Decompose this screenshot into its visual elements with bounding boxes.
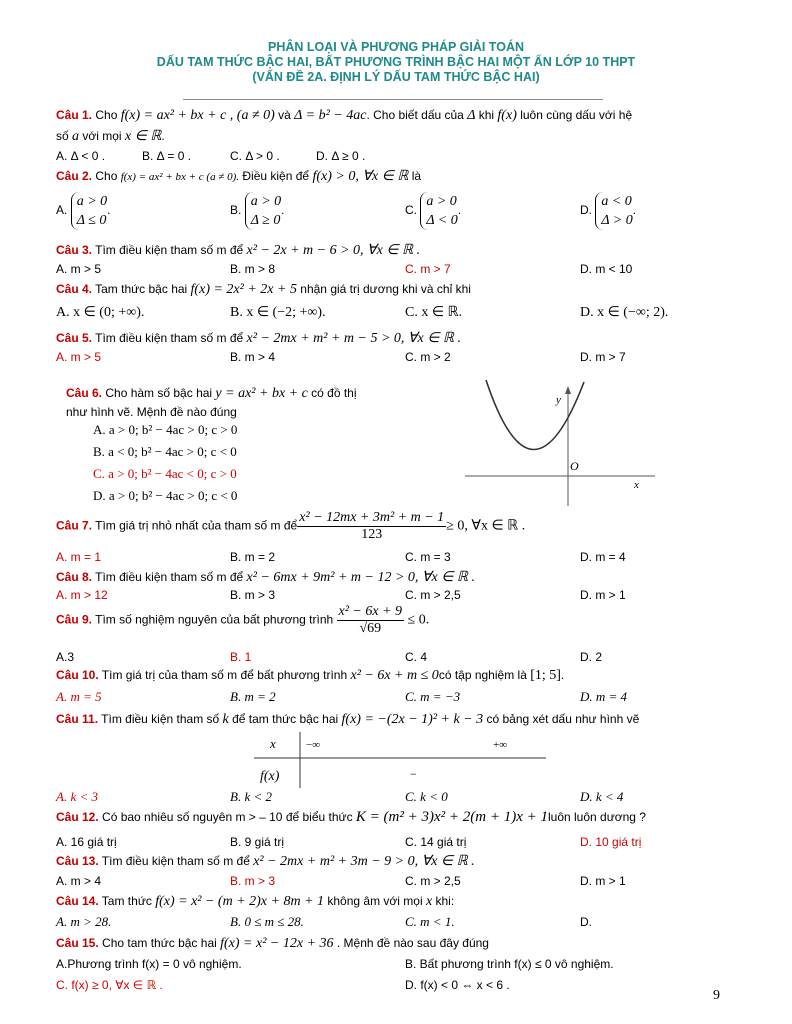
option-c: C. Δ > 0 .	[230, 149, 280, 163]
option-d: D. a > 0; b² − 4ac > 0; c < 0	[93, 488, 238, 503]
option-c: C. a > 0; b² − 4ac < 0; c > 0	[93, 466, 237, 481]
option-d: D. 10 giá trị	[580, 835, 642, 849]
question-label: Câu 3.	[56, 243, 93, 257]
question-label: Câu 13.	[56, 854, 99, 868]
question-6: Câu 6. Cho hàm số bậc hai y = ax² + bx + c có đồ thị	[66, 386, 357, 401]
page-number: 9	[713, 988, 720, 1003]
question-label: Câu 12.	[56, 810, 99, 824]
option-d: D. m > 7	[580, 350, 626, 364]
option-b: B. Δ = 0 .	[142, 149, 192, 163]
question-14: Câu 14. Tam thức f(x) = x² − (m + 2)x + 8m + 1 không âm với mọi x khi:	[56, 894, 455, 909]
option-a: A. m > 28.	[56, 914, 112, 929]
option-a: A. m > 5	[56, 350, 102, 364]
question-10: Câu 10. Tìm giá trị của tham số m để bất phương trình x² − 6x + m ≤ 0có tập nghiệm là [1; 5].	[56, 668, 565, 683]
option-b: B. k < 2	[230, 789, 272, 804]
option-b: B. x ∈ (−2; +∞).	[230, 305, 326, 320]
option-d: D. m = 4	[580, 689, 628, 704]
question-5: Câu 5. Tìm điều kiện tham số m để x² − 2mx + m² + m − 5 > 0, ∀x ∈ ℝ .	[56, 331, 461, 346]
option-d: D. m < 10	[580, 262, 633, 276]
option-a: A. m > 12	[56, 588, 108, 602]
option-b: B. a < 0; b² − 4ac > 0; c < 0	[93, 444, 237, 459]
option-d: D. 2	[580, 650, 603, 664]
option-a: A. k < 3	[56, 789, 98, 804]
x-axis-label: x	[634, 479, 639, 491]
option-b: B. 0 ≤ m ≤ 28.	[230, 914, 304, 929]
option-c: C. 14 giá trị	[405, 835, 467, 849]
question-label: Câu 6.	[66, 386, 103, 400]
question-13: Câu 13. Tìm điều kiện tham số m để x² − 2mx + m² + 3m − 9 > 0, ∀x ∈ ℝ .	[56, 854, 475, 869]
option-b: B. m = 2	[230, 550, 276, 564]
option-c: C. f(x) ≥ 0, ∀x ∈ ℝ .	[56, 978, 163, 992]
option-b: B. m > 3	[230, 588, 276, 602]
option-d: D. a < 0 Δ > 0.	[580, 194, 637, 228]
option-a: A. a > 0; b² − 4ac > 0; c > 0	[93, 422, 238, 437]
question-label: Câu 5.	[56, 331, 93, 345]
option-b: B. a > 0 Δ ≥ 0.	[230, 194, 285, 228]
option-c: C. m < 1.	[405, 914, 455, 929]
option-a: A. a > 0 Δ ≤ 0.	[56, 194, 111, 228]
option-d: D. f(x) < 0 ⇔ x < 6 .	[405, 978, 510, 992]
question-label: Câu 14.	[56, 894, 99, 908]
option-d: D. k < 4	[580, 789, 624, 804]
option-a: A. m > 5	[56, 262, 102, 276]
option-b: B. 9 giá trị	[230, 835, 285, 849]
option-a: A. 16 giá trị	[56, 835, 117, 849]
option-a: A. Δ < 0 .	[56, 149, 106, 163]
question-6-line-2: như hình vẽ. Mệnh đề nào đúng	[66, 405, 237, 419]
question-label: Câu 9.	[56, 612, 93, 627]
question-label: Câu 8.	[56, 570, 93, 584]
question-3: Câu 3. Tìm điều kiện tham số m để x² − 2x + m − 6 > 0, ∀x ∈ ℝ .	[56, 243, 421, 258]
question-7: Câu 7. Tìm giá trị nhỏ nhất của tham số m để $\frac{\text{x² − 12mx + 3m² + m − 1}}{123}$ ≥ 0, ∀x ∈ ℝ .	[56, 510, 526, 542]
header-title-2: DẤU TAM THỨC BẬC HAI, BẤT PHƯƠNG TRÌNH BẬC HAI MỘT ẨN LỚP 10 THPT	[156, 55, 636, 69]
question-8: Câu 8. Tìm điều kiện tham số m để x² − 6mx + 9m² + m − 12 > 0, ∀x ∈ ℝ .	[56, 570, 475, 585]
question-label: Câu 1.	[56, 108, 93, 122]
origin-label: O	[570, 459, 579, 473]
option-a: A. m = 5	[56, 689, 102, 704]
question-1: Câu 1. Cho f(x) = ax² + bx + c , (a ≠ 0) và Δ = b² − 4ac. Cho biết dấu của Δ khi f(x) luôn cùng dấu với hệ	[56, 108, 633, 123]
option-c: C. m > 2,5	[405, 588, 461, 602]
option-b: B. m > 3	[230, 874, 276, 888]
question-label: Câu 11.	[56, 712, 99, 726]
option-c: C. x ∈ ℝ.	[405, 305, 463, 320]
option-d: D. Δ ≥ 0 .	[316, 149, 366, 163]
question-label: Câu 7.	[56, 518, 93, 533]
option-b: B. m = 2	[230, 689, 276, 704]
document-header	[0, 40, 792, 85]
option-b: B. m > 8	[230, 262, 276, 276]
option-c: C. k < 0	[405, 789, 448, 804]
option-c: C. a > 0 Δ < 0.	[405, 194, 462, 228]
option-c: C. m > 2	[405, 350, 451, 364]
question-11: Câu 11. Tìm điều kiện tham số k để tam thức bậc hai f(x) = −(2x − 1)² + k − 3 có bảng xét dấu như hình vẽ	[56, 712, 640, 727]
question-15: Câu 15. Cho tam thức bậc hai f(x) = x² − 12x + 36 . Mệnh đề nào sau đây đúng	[56, 936, 489, 951]
option-d: D. m = 4	[580, 550, 626, 564]
fraction: $\frac{\text{x² − 6x + 9}}{√69}$	[338, 604, 403, 636]
option-c: C. m > 7	[405, 262, 451, 276]
question-label: Câu 4.	[56, 282, 93, 296]
parabola-graph	[460, 378, 660, 508]
option-d: D.	[580, 915, 592, 929]
sign-table-plus-infinity: +∞	[493, 739, 508, 751]
question-4: Câu 4. Tam thức bậc hai f(x) = 2x² + 2x + 5 nhận giá trị dương khi và chỉ khi	[56, 282, 471, 297]
fraction: $\frac{\text{x² − 12mx + 3m² + m − 1}}{123}$	[299, 510, 445, 542]
option-a: A. x ∈ (0; +∞).	[56, 305, 145, 320]
option-a: A. m = 1	[56, 550, 102, 564]
option-d: D. m > 1	[580, 588, 626, 602]
question-1-line-2: số a với mọi x ∈ ℝ.	[56, 129, 165, 144]
header-divider	[183, 99, 603, 100]
option-d: D. m > 1	[580, 874, 626, 888]
sign-table-fx-label: f(x)	[260, 769, 280, 784]
option-b: B. 1	[230, 650, 252, 664]
option-d: D. x ∈ (−∞; 2).	[580, 305, 669, 320]
header-title-3: (VẤN ĐỀ 2A. ĐỊNH LÝ DẤU TAM THỨC BẬC HAI)	[252, 70, 540, 84]
y-axis-arrow	[565, 386, 571, 394]
question-9: Câu 9. Tìm số nghiệm nguyên của bất phương trình $\frac{\text{x² − 6x + 9}}{√69}$ ≤ 0.	[56, 604, 430, 636]
sign-table-x-label: x	[270, 736, 276, 751]
question-2: Câu 2. Cho f(x) = ax² + bx + c (a ≠ 0). Điều kiện để f(x) > 0, ∀x ∈ ℝ là	[56, 169, 422, 184]
question-label: Câu 10.	[56, 668, 99, 682]
question-label: Câu 15.	[56, 936, 99, 950]
option-a: A. m > 4	[56, 874, 102, 888]
option-c: C. m = −3	[405, 689, 461, 704]
option-a: A.Phương trình f(x) = 0 vô nghiệm.	[56, 957, 242, 971]
question-12: Câu 12. Có bao nhiêu số nguyên m > – 10 để biểu thức K = (m² + 3)x² + 2(m + 1)x + 1luôn luôn dương ?	[56, 809, 646, 825]
y-axis-label: y	[556, 394, 561, 406]
sign-table-minus-infinity: −∞	[306, 739, 321, 751]
question-label: Câu 2.	[56, 169, 93, 183]
header-title-1: PHÂN LOẠI VÀ PHƯƠNG PHÁP GIẢI TOÁN	[267, 40, 524, 54]
sign-table	[250, 730, 550, 790]
sign-table-sign: −	[410, 767, 417, 781]
option-a: A.3	[56, 650, 75, 664]
option-c: C. m = 3	[405, 550, 451, 564]
option-b: B. m > 4	[230, 350, 276, 364]
option-c: C. m > 2,5	[405, 874, 461, 888]
option-c: C. 4	[405, 650, 428, 664]
option-b: B. Bất phương trình f(x) ≤ 0 vô nghiệm.	[405, 957, 614, 971]
